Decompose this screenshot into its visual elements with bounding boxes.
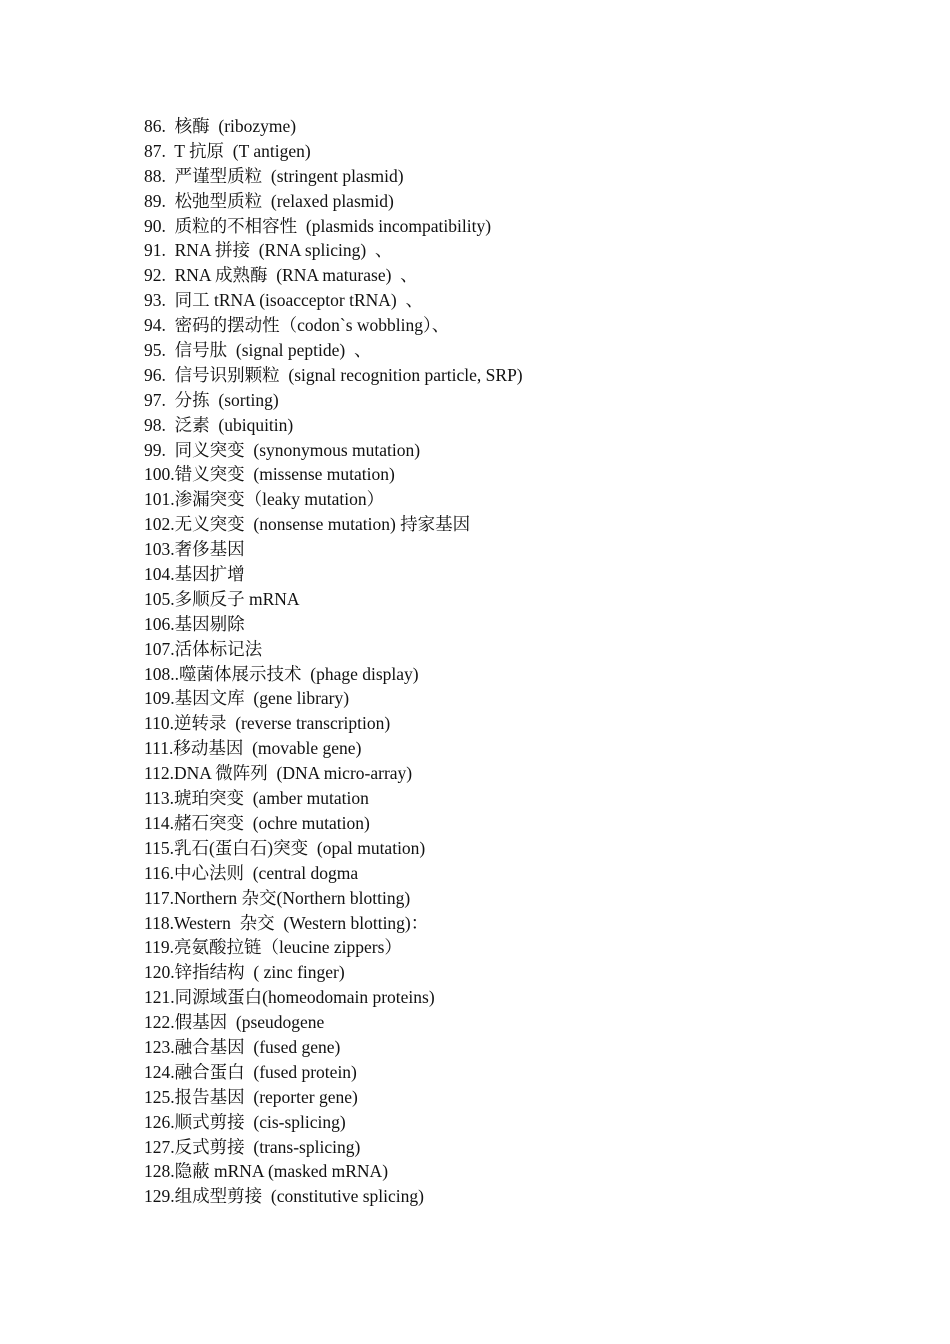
term-item: 123.融合基因 (fused gene) (144, 1036, 341, 1057)
term-item: 118.Western 杂交 (Western blotting)： (144, 912, 429, 933)
term-item: 99. 同义突变 (synonymous mutation) (144, 439, 421, 460)
term-item: 111.移动基因 (movable gene) (144, 738, 362, 759)
term-item: 125.报告基因 (reporter gene) (144, 1086, 358, 1107)
term-item: 102.无义突变 (nonsense mutation) 持家基因 (144, 514, 471, 535)
term-item: 103.奢侈基因 (144, 539, 245, 560)
term-item: 92. RNA 成熟酶 (RNA maturase) 、 (144, 265, 418, 286)
term-item: 127.反式剪接 (trans-splicing) (144, 1136, 361, 1157)
term-list (144, 114, 523, 1209)
term-item: 101.渗漏突变（leaky mutation） (144, 489, 385, 510)
term-item: 129.组成型剪接 (constitutive splicing) (144, 1186, 424, 1207)
term-item: 87. T 抗原 (T antigen) (144, 140, 311, 161)
term-item: 104.基因扩增 (144, 564, 245, 585)
term-item: 114.赭石突变 (ochre mutation) (144, 812, 370, 833)
term-item: 122.假基因 (pseudogene (144, 1012, 325, 1033)
term-item: 94. 密码的摆动性（codon`s wobbling）、 (144, 315, 450, 336)
term-item: 115.乳石(蛋白石)突变 (opal mutation) (144, 837, 426, 858)
term-item: 86. 核酶 (ribozyme) (144, 116, 297, 136)
term-item: 126.顺式剪接 (cis-splicing) (144, 1111, 346, 1132)
term-item: 100.错义突变 (missense mutation) (144, 464, 395, 485)
term-item: 124.融合蛋白 (fused protein) (144, 1061, 357, 1082)
term-item: 95. 信号肽 (signal peptide) 、 (144, 340, 372, 361)
term-item: 105.多顺反子 mRNA (144, 588, 300, 609)
term-item: 110.逆转录 (reverse transcription) (144, 713, 391, 734)
term-item: 112.DNA 微阵列 (DNA micro-array) (144, 763, 413, 784)
term-item: 121.同源域蛋白(homeodomain proteins) (144, 987, 435, 1008)
term-item: 109.基因文库 (gene library) (144, 688, 350, 709)
term-item: 96. 信号识别颗粒 (signal recognition particle, SRP) (144, 364, 523, 385)
term-item: 128.隐蔽 mRNA (masked mRNA) (144, 1161, 389, 1182)
term-item: 116.中心法则 (central dogma (144, 862, 359, 883)
term-item: 88. 严谨型质粒 (stringent plasmid) (144, 165, 404, 186)
term-item: 98. 泛素 (ubiquitin) (144, 414, 294, 435)
term-item: 107.活体标记法 (144, 638, 263, 659)
term-item: 120.锌指结构 ( zinc finger) (144, 962, 345, 983)
term-item: 108..噬菌体展示技术 (phage display) (144, 663, 419, 684)
term-item: 106.基因剔除 (144, 613, 245, 634)
term-item: 89. 松弛型质粒 (relaxed plasmid) (144, 190, 394, 211)
term-item: 119.亮氨酸拉链（leucine zippers） (144, 937, 402, 958)
term-item: 117.Northern 杂交(Northern blotting) (144, 887, 411, 908)
term-item: 91. RNA 拼接 (RNA splicing) 、 (144, 240, 393, 261)
term-item: 97. 分拣 (sorting) (144, 389, 279, 410)
term-item: 93. 同工 tRNA (isoacceptor tRNA) 、 (144, 290, 423, 311)
term-item: 90. 质粒的不相容性 (plasmids incompatibility) (144, 215, 492, 236)
term-item: 113.琥珀突变 (amber mutation (144, 788, 369, 809)
